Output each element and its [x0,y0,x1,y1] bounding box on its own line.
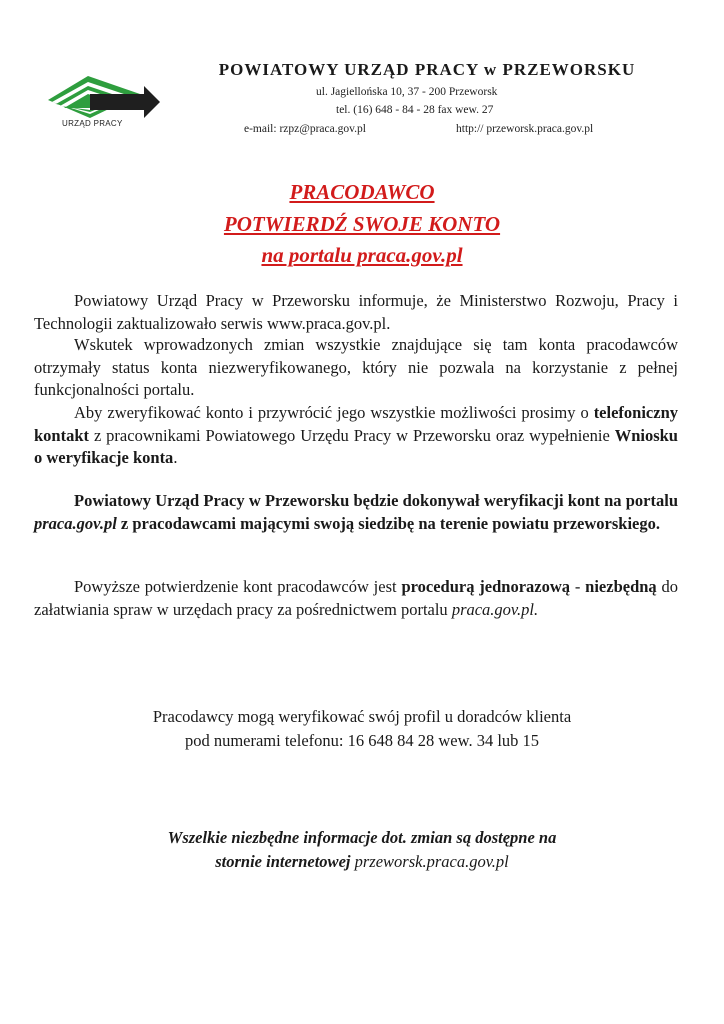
p5-procedure: procedurą jednorazową [401,577,571,596]
p3-application-form: Wniosku o weryfikacje konta [34,425,678,467]
p3-text: . [173,448,178,467]
website-line[interactable]: http:// przeworsk.praca.gov.pl [456,123,594,135]
p5-text: Powyższe potwierdzenie kont pracodawców jest [74,577,402,596]
paragraph-4 [34,490,678,535]
p4-text: z pracodawcami mającymi swoją siedzibę na terenie powiatu przeworskiego. [116,513,660,533]
paragraph-1: Powiatowy Urząd Pracy w Przeworsku informuje, że Ministerstwo Rozwoju, Pracy i Technologii zaktualizowało serwis www.praca.gov.pl. [34,291,678,333]
email-line[interactable]: e-mail: rzpz@praca.gov.pl [244,123,366,135]
title-line-2: POTWIERDŹ SWOJE KONTO [223,212,501,236]
paragraph-2: Wskutek wprowadzonych zmian wszystkie znajdujące się tam konta pracodawców otrzymały status konta niezweryfikowanego, który nie pozwala na korzystanie z pełnej funkcjonalności portalu. [34,335,678,399]
title-line-1: PRACODAWCO [289,180,435,204]
footer-website[interactable]: przeworsk.praca.gov.pl [354,852,509,871]
p3-phone-contact: telefoniczny kontakt [34,403,678,445]
paragraph-3 [34,402,678,470]
contact-line-2: pod numerami telefonu: 16 648 84 28 wew. 34 lub 15 [184,731,540,750]
p4-text: Powiatowy Urząd Pracy w Przeworsku będzie dokonywał weryfikacji kont na portalu [74,491,678,510]
p5-text: do załatwiania spraw w urzędach pracy za pośrednictwem portalu [34,577,679,619]
address-line: ul. Jagiellońska 10, 37 - 200 Przeworsk [316,86,498,98]
p5-text: - [570,577,586,596]
title-line-3: na portalu praca.gov.pl [261,243,463,267]
footer-line-1: Wszelkie niezbędne informacje dot. zmian są dostępne na [167,828,557,847]
p4-portal-name: praca.gov.pl [34,513,117,533]
paragraph-5 [34,576,678,621]
footer-line-2 [0,852,724,872]
p3-text: z pracownikami Powiatowego Urzędu Pracy w Przeworsku oraz wypełnienie [89,425,615,445]
footer-text: stornie internetowej [215,852,355,871]
phone-line: tel. (16) 648 - 84 - 28 fax wew. 27 [336,104,494,116]
p5-portal-name: praca.gov.pl. [451,599,539,619]
logo-text: URZĄD PRACY [62,119,123,128]
p5-necessary: niezbędną [585,577,657,596]
p3-text: Aby zweryfikować konto i przywrócić jego wszystkie możliwości prosimy o [74,403,594,422]
organization-name: POWIATOWY URZĄD PRACY w PRZEWORSKU [218,60,636,79]
contact-line-1: Pracodawcy mogą weryfikować swój profil u doradców klienta [152,707,572,726]
